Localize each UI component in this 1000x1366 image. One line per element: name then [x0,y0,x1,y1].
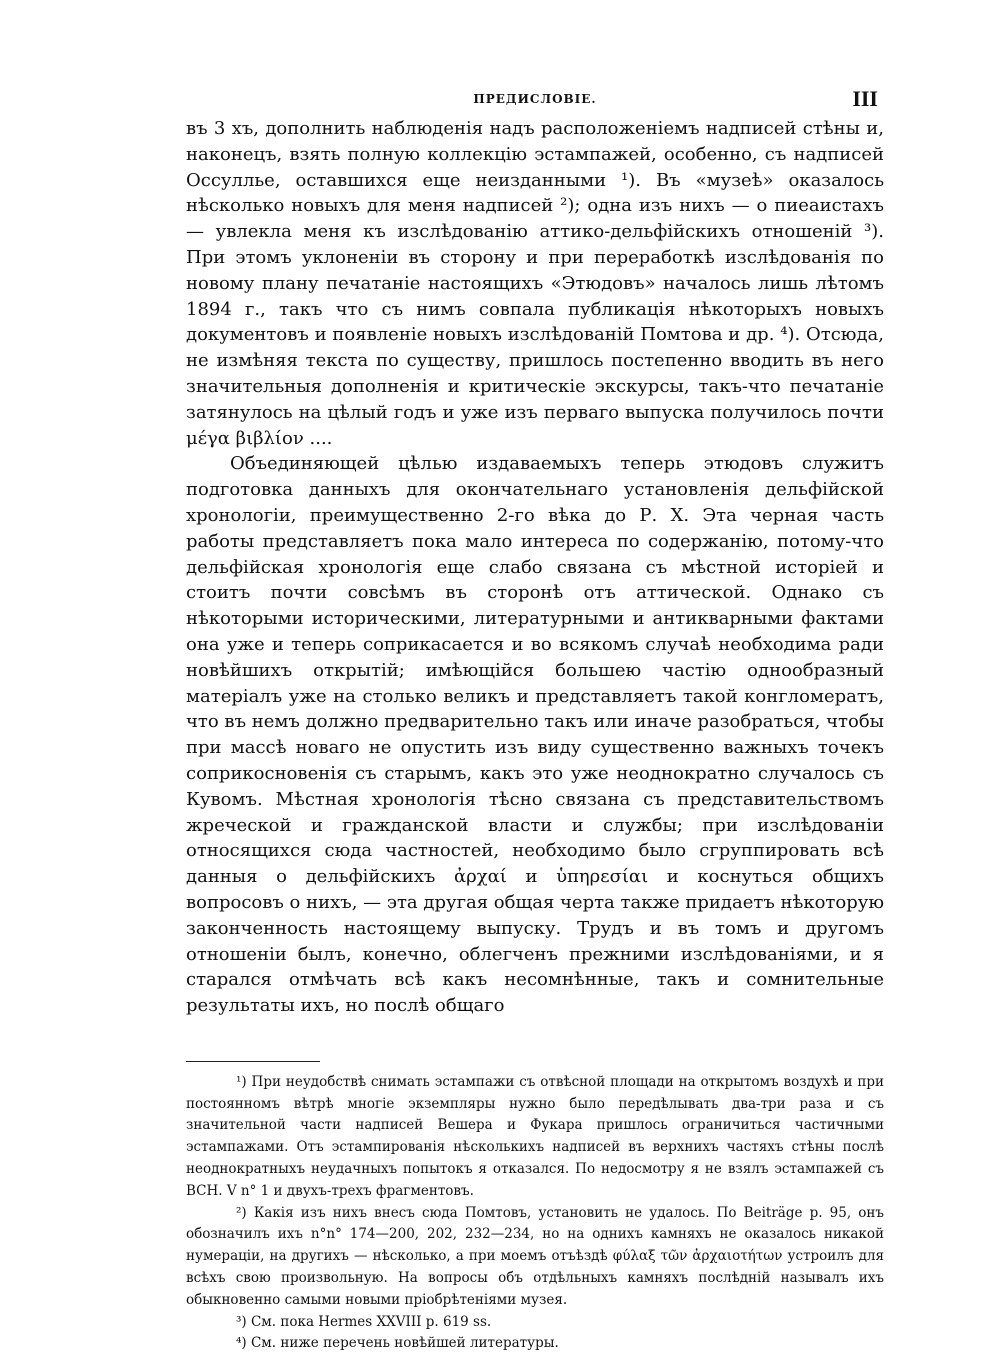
footnote-divider [186,1061,320,1062]
footnotes [186,1072,884,1355]
document-page [186,86,884,1355]
page-number: III [852,86,878,111]
footnote-4: ⁴) См. ниже перечень новѣйшей литературы. [236,1335,559,1352]
body-paragraph-1: въ 3 хъ, дополнить наблюденія надъ расположеніемъ надписей стѣны и, наконецъ, взять полную коллекцію эстампажей, особенно, съ надписей Оссуллье, оставшихся еще неизданными ¹). Въ «музеѣ» оказалось нѣсколько новыхъ для меня надписей ²); одна изъ нихъ — о пиеаистахъ — увлекла меня къ изслѣдованію аттико-дельфійскихъ отношеній ³). При этомъ уклоненіи въ сторону и при переработкѣ изслѣдованія по новому плану печатаніе настоящихъ «Этюдовъ» началось лишь лѣтомъ 1894 г., такъ что съ нимъ совпала публикація нѣкоторыхъ новыхъ документовъ и появленіе новыхъ изслѣдованій Помтова и др. ⁴). Отсюда, не измѣняя текста по существу, пришлось постепенно вводить въ него значительныя дополненія и критическіе экскурсы, такъ-что печатаніе затянулось на цѣлый годъ и уже изъ перваго выпуска получилось почти μέγα βιβλίον .... [186,118,884,449]
footnote-2: ²) Какія изъ нихъ внесъ сюда Помтовъ, установить не удалось. По Beiträge p. 95, онъ обозначилъ ихъ n°n° 174—200, 202, 232—234, но на однихъ камняхъ не оказалось никакой нумераціи, на другихъ — нѣсколько, а при моемъ отъѣздѣ φύλαξ τῶν ἀρχαιοτήτων устроилъ для всѣхъ свою произвольную. На вопросы объ отдѣльныхъ камняхъ послѣдній называлъ ихъ обыкновенно самыми новыми пріобрѣтеніями музея. [186,1204,884,1308]
footnote-3: ³) См. пока Hermes XXVIII p. 619 ss. [236,1313,492,1330]
footnote-1: ¹) При неудобствѣ снимать эстампажи съ отвѣсной площади на открытомъ воздухѣ и при постоянномъ вѣтрѣ многіе экземпляры нужно было передѣлывать два-три раза и съ значительной части надписей Вешера и Фукара пришлось ограничиться частичными эстампажами. Отъ эстампированія нѣсколькихъ надписей въ верхнихъ частяхъ стѣны послѣ неоднократныхъ неудачныхъ попытокъ я отказался. По недосмотру я не взялъ эстампажей съ BCH. V n° 1 и двухъ-трехъ фрагментовъ. [186,1073,884,1199]
main-text [186,116,884,1019]
page-header [186,86,884,116]
body-paragraph-2: Объединяющей цѣлью издаваемыхъ теперь этюдовъ служитъ подготовка данныхъ для окончательнаго установленія дельфійской хронологіи, преимущественно 2-го вѣка до Р. Х. Эта черная часть работы представляетъ пока мало интереса по содержанію, потому-что дельфійская хронологія еще слабо связана съ мѣстной исторіей и стоитъ почти совсѣмъ въ сторонѣ отъ аттической. Однако съ нѣкоторыми историческими, литературными и антикварными фактами она уже и теперь соприкасается и во всякомъ случаѣ необходима ради новѣйшихъ открытій; имѣющійся большею частію однообразный матеріалъ уже на столько великъ и представляетъ такой конгломератъ, что въ немъ должно предварительно такъ или иначе разобраться, чтобы при массѣ новаго не опустить изъ виду существенно важныхъ точекъ соприкосновенія съ старымъ, какъ это уже неоднократно случалось съ Кувомъ. Мѣстная хронологія тѣсно связана съ представительствомъ жреческой и гражданской власти и службы; при изслѣдованіи относящихся сюда частностей, необходимо было сгруппировать всѣ данныя о дельфійскихъ ἀρχαί и ὑπηρεσίαι и коснуться общихъ вопросовъ о нихъ, — эта другая общая черта также придаетъ нѣкоторую законченность настоящему выпуску. Трудъ и въ томъ и другомъ отношеніи былъ, конечно, облегченъ прежними изслѣдованіями, и я старался отмѣчать всѣ какъ несомнѣнные, такъ и сомнительные результаты ихъ, но послѣ общаго [186,453,885,1017]
running-head: ПРЕДИСЛОВІЕ. [473,92,597,106]
